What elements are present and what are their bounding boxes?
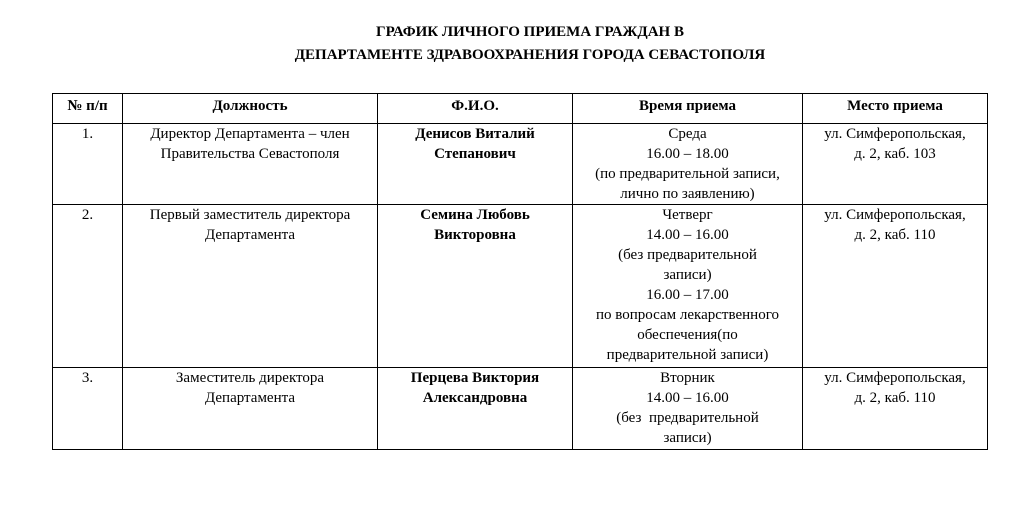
header-number: № п/п [53, 94, 123, 124]
row-time [573, 205, 803, 368]
fio-line: Семина Любовь [420, 207, 530, 223]
place-line: д. 2, каб. 110 [854, 227, 936, 243]
row-fio [378, 205, 573, 368]
position-line: Первый заместитель директора [149, 207, 351, 223]
place-line: д. 2, каб. 110 [854, 390, 936, 406]
row-position [123, 205, 378, 368]
time-line: (без предварительной [618, 247, 757, 263]
time-line: записи) [663, 267, 712, 283]
row-place [803, 368, 988, 450]
row-fio [378, 124, 573, 205]
row-number: 3. [53, 368, 123, 450]
time-line: обеспечения(по [637, 327, 738, 343]
row-position [123, 124, 378, 205]
position-line: Правительства Севастополя [160, 146, 340, 162]
place-line: ул. Симферопольская, [824, 207, 966, 223]
row-fio [378, 368, 573, 450]
time-line: 14.00 – 16.00 [646, 227, 729, 243]
row-number: 2. [53, 205, 123, 368]
time-line: 14.00 – 16.00 [646, 390, 729, 406]
place-line: ул. Симферопольская, [824, 126, 966, 142]
fio-line: Денисов Виталий [415, 126, 535, 142]
document-title-line-1: ГРАФИК ЛИЧНОГО ПРИЕМА ГРАЖДАН В [376, 24, 684, 40]
time-line: записи) [663, 430, 712, 446]
time-line: по вопросам лекарственного [596, 307, 779, 323]
time-line: 16.00 – 18.00 [646, 146, 729, 162]
position-line: Департамента [204, 390, 296, 406]
document-title-line-2: ДЕПАРТАМЕНТЕ ЗДРАВООХРАНЕНИЯ ГОРОДА СЕВАСТОПОЛЯ [294, 47, 766, 63]
reception-schedule-table [52, 93, 988, 450]
header-fio: Ф.И.О. [378, 94, 573, 124]
row-place [803, 205, 988, 368]
row-position [123, 368, 378, 450]
time-line: Вторник [660, 370, 715, 386]
row-place [803, 124, 988, 205]
row-number: 1. [53, 124, 123, 205]
time-line: Четверг [662, 207, 713, 223]
place-line: ул. Симферопольская, [824, 370, 966, 386]
time-line: Среда [668, 126, 707, 142]
time-line: 16.00 – 17.00 [646, 287, 729, 303]
time-line: (по предварительной записи, [595, 166, 780, 182]
fio-line: Перцева Виктория [410, 370, 540, 386]
position-line: Заместитель директора [175, 370, 325, 386]
position-line: Директор Департамента – член [150, 126, 350, 142]
table-row [53, 124, 988, 205]
table-row [53, 368, 988, 450]
row-time [573, 124, 803, 205]
header-place: Место приема [803, 94, 988, 124]
fio-line: Викторовна [434, 227, 516, 243]
header-position: Должность [123, 94, 378, 124]
place-line: д. 2, каб. 103 [854, 146, 936, 162]
position-line: Департамента [204, 227, 296, 243]
time-line: (без предварительной [616, 410, 759, 426]
header-time: Время приема [573, 94, 803, 124]
table-header-row [53, 94, 988, 124]
fio-line: Степанович [434, 146, 516, 162]
table-row [53, 205, 988, 368]
time-line: предварительной записи) [606, 347, 769, 363]
row-time [573, 368, 803, 450]
fio-line: Александровна [422, 390, 528, 406]
time-line: лично по заявлению) [620, 186, 755, 202]
